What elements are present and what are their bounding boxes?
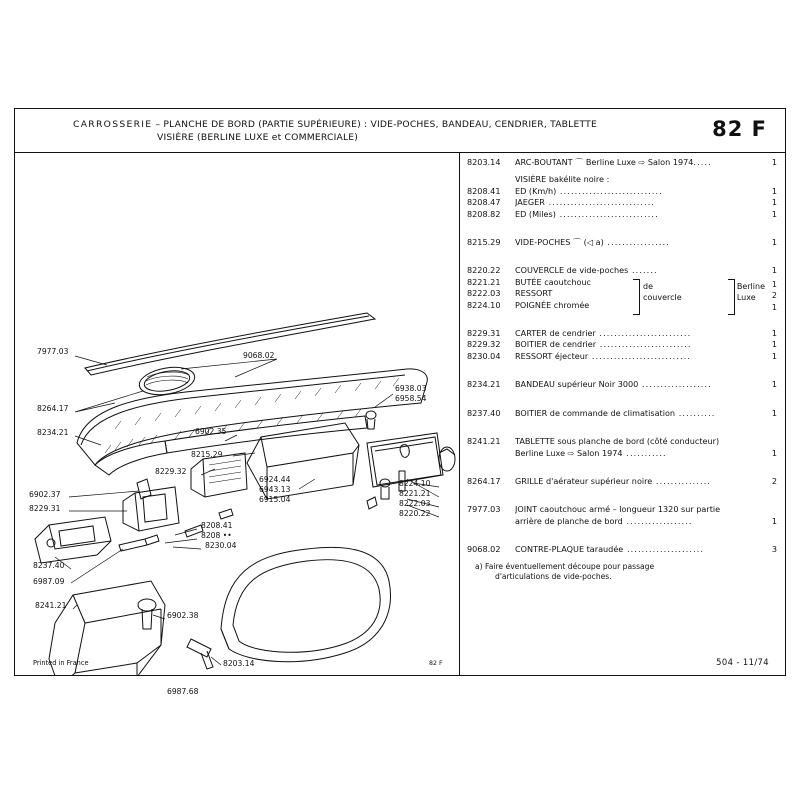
- diagram-label: 8215.29: [191, 450, 223, 459]
- parts-row: [467, 476, 777, 487]
- diagram-label: 6902.37: [29, 490, 61, 499]
- parts-row-continuation: [467, 516, 777, 527]
- group-brace-berline: [728, 279, 735, 315]
- diagram-label: 6943.13: [259, 485, 291, 494]
- parts-row: [467, 157, 777, 168]
- part-ref: 8241.21: [467, 436, 501, 447]
- parts-row: [467, 408, 777, 419]
- parts-list: [467, 157, 777, 583]
- part-ref: 8208.47: [467, 197, 501, 208]
- part-desc: GRILLE d'aérateur supérieur noire ...............: [515, 475, 712, 486]
- parts-row: [467, 186, 777, 197]
- part-ref: 8208.41: [467, 185, 501, 196]
- part-desc: CONTRE-PLAQUE taraudée .....................: [515, 544, 705, 555]
- part-ref: 8234.21: [467, 379, 501, 390]
- part-qty: 1: [771, 328, 777, 339]
- parts-row: [467, 265, 777, 276]
- header-subtitle: VISIÈRE (BERLINE LUXE et COMMERCIALE): [157, 132, 359, 143]
- part-qty: 1: [771, 515, 777, 526]
- part-ref: 8221.21: [467, 276, 501, 287]
- parts-row: [467, 351, 777, 362]
- part-desc: RESSORT: [515, 288, 553, 299]
- part-desc: TABLETTE sous planche de bord (côté conducteur): [515, 436, 720, 447]
- page-header: [15, 109, 785, 153]
- part-desc: JOINT caoutchouc armé – longueur 1320 sur partie: [515, 504, 721, 515]
- part-desc: COUVERCLE de vide-poches .......: [515, 265, 658, 276]
- diagram-label: 8220.22: [399, 509, 431, 518]
- part-ref: 8203.14: [467, 157, 501, 167]
- footnote-line2-wrap: [467, 572, 777, 583]
- part-desc: arrière de planche de bord ..................: [515, 515, 693, 526]
- part-qty: 1: [771, 350, 777, 361]
- diagram-label: 8241.21: [35, 601, 67, 610]
- part-desc: BOITIER de cendrier .........................: [515, 339, 692, 350]
- parts-row: [467, 209, 777, 220]
- part-qty: 1: [771, 157, 777, 167]
- parts-row-continuation: [467, 448, 777, 459]
- part-desc: JAEGER .............................: [515, 197, 656, 208]
- group-qty-column: 1 2 1: [771, 279, 777, 312]
- footnote-line1: Faire éventuellement découpe pour passage: [485, 561, 655, 571]
- part-ref: 7977.03: [467, 504, 501, 515]
- group-label-berline: Berline Luxe: [736, 281, 765, 302]
- exploded-diagram: [15, 153, 459, 696]
- footnote-line2: d'articulations de vide-poches.: [495, 572, 612, 582]
- header-section-label: CARROSSERIE: [73, 119, 153, 130]
- printed-in-france: Printed in France: [33, 659, 89, 667]
- footnote: [467, 562, 777, 573]
- bracket-group: [467, 277, 777, 311]
- column-divider: [459, 153, 460, 676]
- diagram-label: 6938.03: [395, 384, 427, 393]
- part-qty: 1: [771, 447, 777, 458]
- diagram-label: 8222.03: [399, 499, 431, 508]
- part-ref: 8220.22: [467, 265, 501, 276]
- diagram-label: 6924.44: [259, 475, 291, 484]
- part-ref: 8229.32: [467, 339, 501, 350]
- diagram-label: 8208 ••: [201, 531, 232, 540]
- footnote-marker: a): [475, 561, 483, 571]
- diagram-label: 8208.41: [201, 521, 233, 530]
- parts-row: [467, 504, 777, 515]
- part-qty: 1: [771, 379, 777, 390]
- group-label-de: de couvercle: [643, 281, 682, 302]
- figure-code: 82 F: [429, 660, 443, 667]
- parts-subheading: [467, 174, 777, 185]
- part-ref: 8224.10: [467, 299, 501, 310]
- parts-row: [467, 436, 777, 447]
- part-desc: ED (Km/h) ............................: [515, 185, 663, 196]
- part-desc: POIGNÉE chromée: [515, 299, 590, 310]
- part-desc: BUTÉE caoutchouc: [515, 276, 591, 287]
- parts-row: [467, 379, 777, 390]
- part-qty: 3: [771, 544, 777, 555]
- diagram-label: 8229.32: [155, 467, 187, 476]
- part-desc: ED (Miles) ...........................: [515, 208, 659, 219]
- parts-row: [467, 237, 777, 248]
- diagram-label: 8203.14: [223, 659, 255, 668]
- part-qty: 2: [771, 475, 777, 486]
- diagram-label: 9068.02: [243, 351, 275, 360]
- page-code: 82 F: [712, 117, 767, 141]
- diagram-label: 6958.54: [395, 394, 427, 403]
- part-desc: ARC-BOUTANT ⌒ Berline Luxe ⇨ Salon 1974.....: [515, 157, 712, 167]
- catalog-sheet: [14, 108, 786, 696]
- edition-code: 504 - 11/74: [716, 657, 769, 667]
- part-qty: 1: [771, 185, 777, 196]
- part-ref: 9068.02: [467, 544, 501, 555]
- group-brace-de: [633, 279, 640, 315]
- part-desc: VISIÈRE bakélite noire :: [515, 174, 610, 185]
- part-ref: 8264.17: [467, 475, 501, 486]
- part-desc: BANDEAU supérieur Noir 3000 ...................: [515, 379, 712, 390]
- parts-row: [467, 544, 777, 555]
- part-desc: Berline Luxe ⇨ Salon 1974 ...........: [515, 447, 667, 458]
- part-ref: 8237.40: [467, 407, 501, 418]
- diagram-label: 8229.31: [29, 504, 61, 513]
- diagram-label: 8264.17: [37, 404, 69, 413]
- part-desc: RESSORT éjecteur ...........................: [515, 350, 692, 361]
- diagram-label: 6987.09: [33, 577, 65, 586]
- part-qty: 1: [771, 407, 777, 418]
- diagram-label: 8224.10: [399, 479, 431, 488]
- part-qty: 1: [771, 197, 777, 208]
- header-title: – PLANCHE DE BORD (PARTIE SUPÉRIEURE) : VIDE-POCHES, BANDEAU, CENDRIER, TABLETTE: [152, 119, 597, 130]
- diagram-label: 8234.21: [37, 428, 69, 437]
- parts-row: [467, 197, 777, 208]
- part-ref: 8230.04: [467, 350, 501, 361]
- diagram-label: 8237.40: [33, 561, 65, 570]
- part-qty: 1: [771, 237, 777, 248]
- parts-row: [467, 339, 777, 350]
- diagram-label: 6987.68: [167, 687, 199, 696]
- part-ref: 8229.31: [467, 328, 501, 339]
- part-desc: CARTER de cendrier .........................: [515, 328, 692, 339]
- diagram-label: 6915.04: [259, 495, 291, 504]
- header-title-block: [73, 118, 663, 144]
- part-desc: BOITIER de commande de climatisation ..........: [515, 407, 716, 418]
- diagram-label: 7977.03: [37, 347, 69, 356]
- diagram-label: 8221.21: [399, 489, 431, 498]
- parts-row: [467, 328, 777, 339]
- part-ref: 8222.03: [467, 288, 501, 299]
- diagram-label: 6902.35: [195, 427, 227, 436]
- part-qty: 1: [771, 339, 777, 350]
- part-qty: 1: [771, 265, 777, 276]
- diagram-label: 6902.38: [167, 611, 199, 620]
- part-ref: 8215.29: [467, 237, 501, 248]
- diagram-label: 8230.04: [205, 541, 237, 550]
- part-ref: 8208.82: [467, 208, 501, 219]
- part-desc: VIDE-POCHES ⌒ (◁ a) .................: [515, 237, 670, 248]
- part-qty: 1: [771, 208, 777, 219]
